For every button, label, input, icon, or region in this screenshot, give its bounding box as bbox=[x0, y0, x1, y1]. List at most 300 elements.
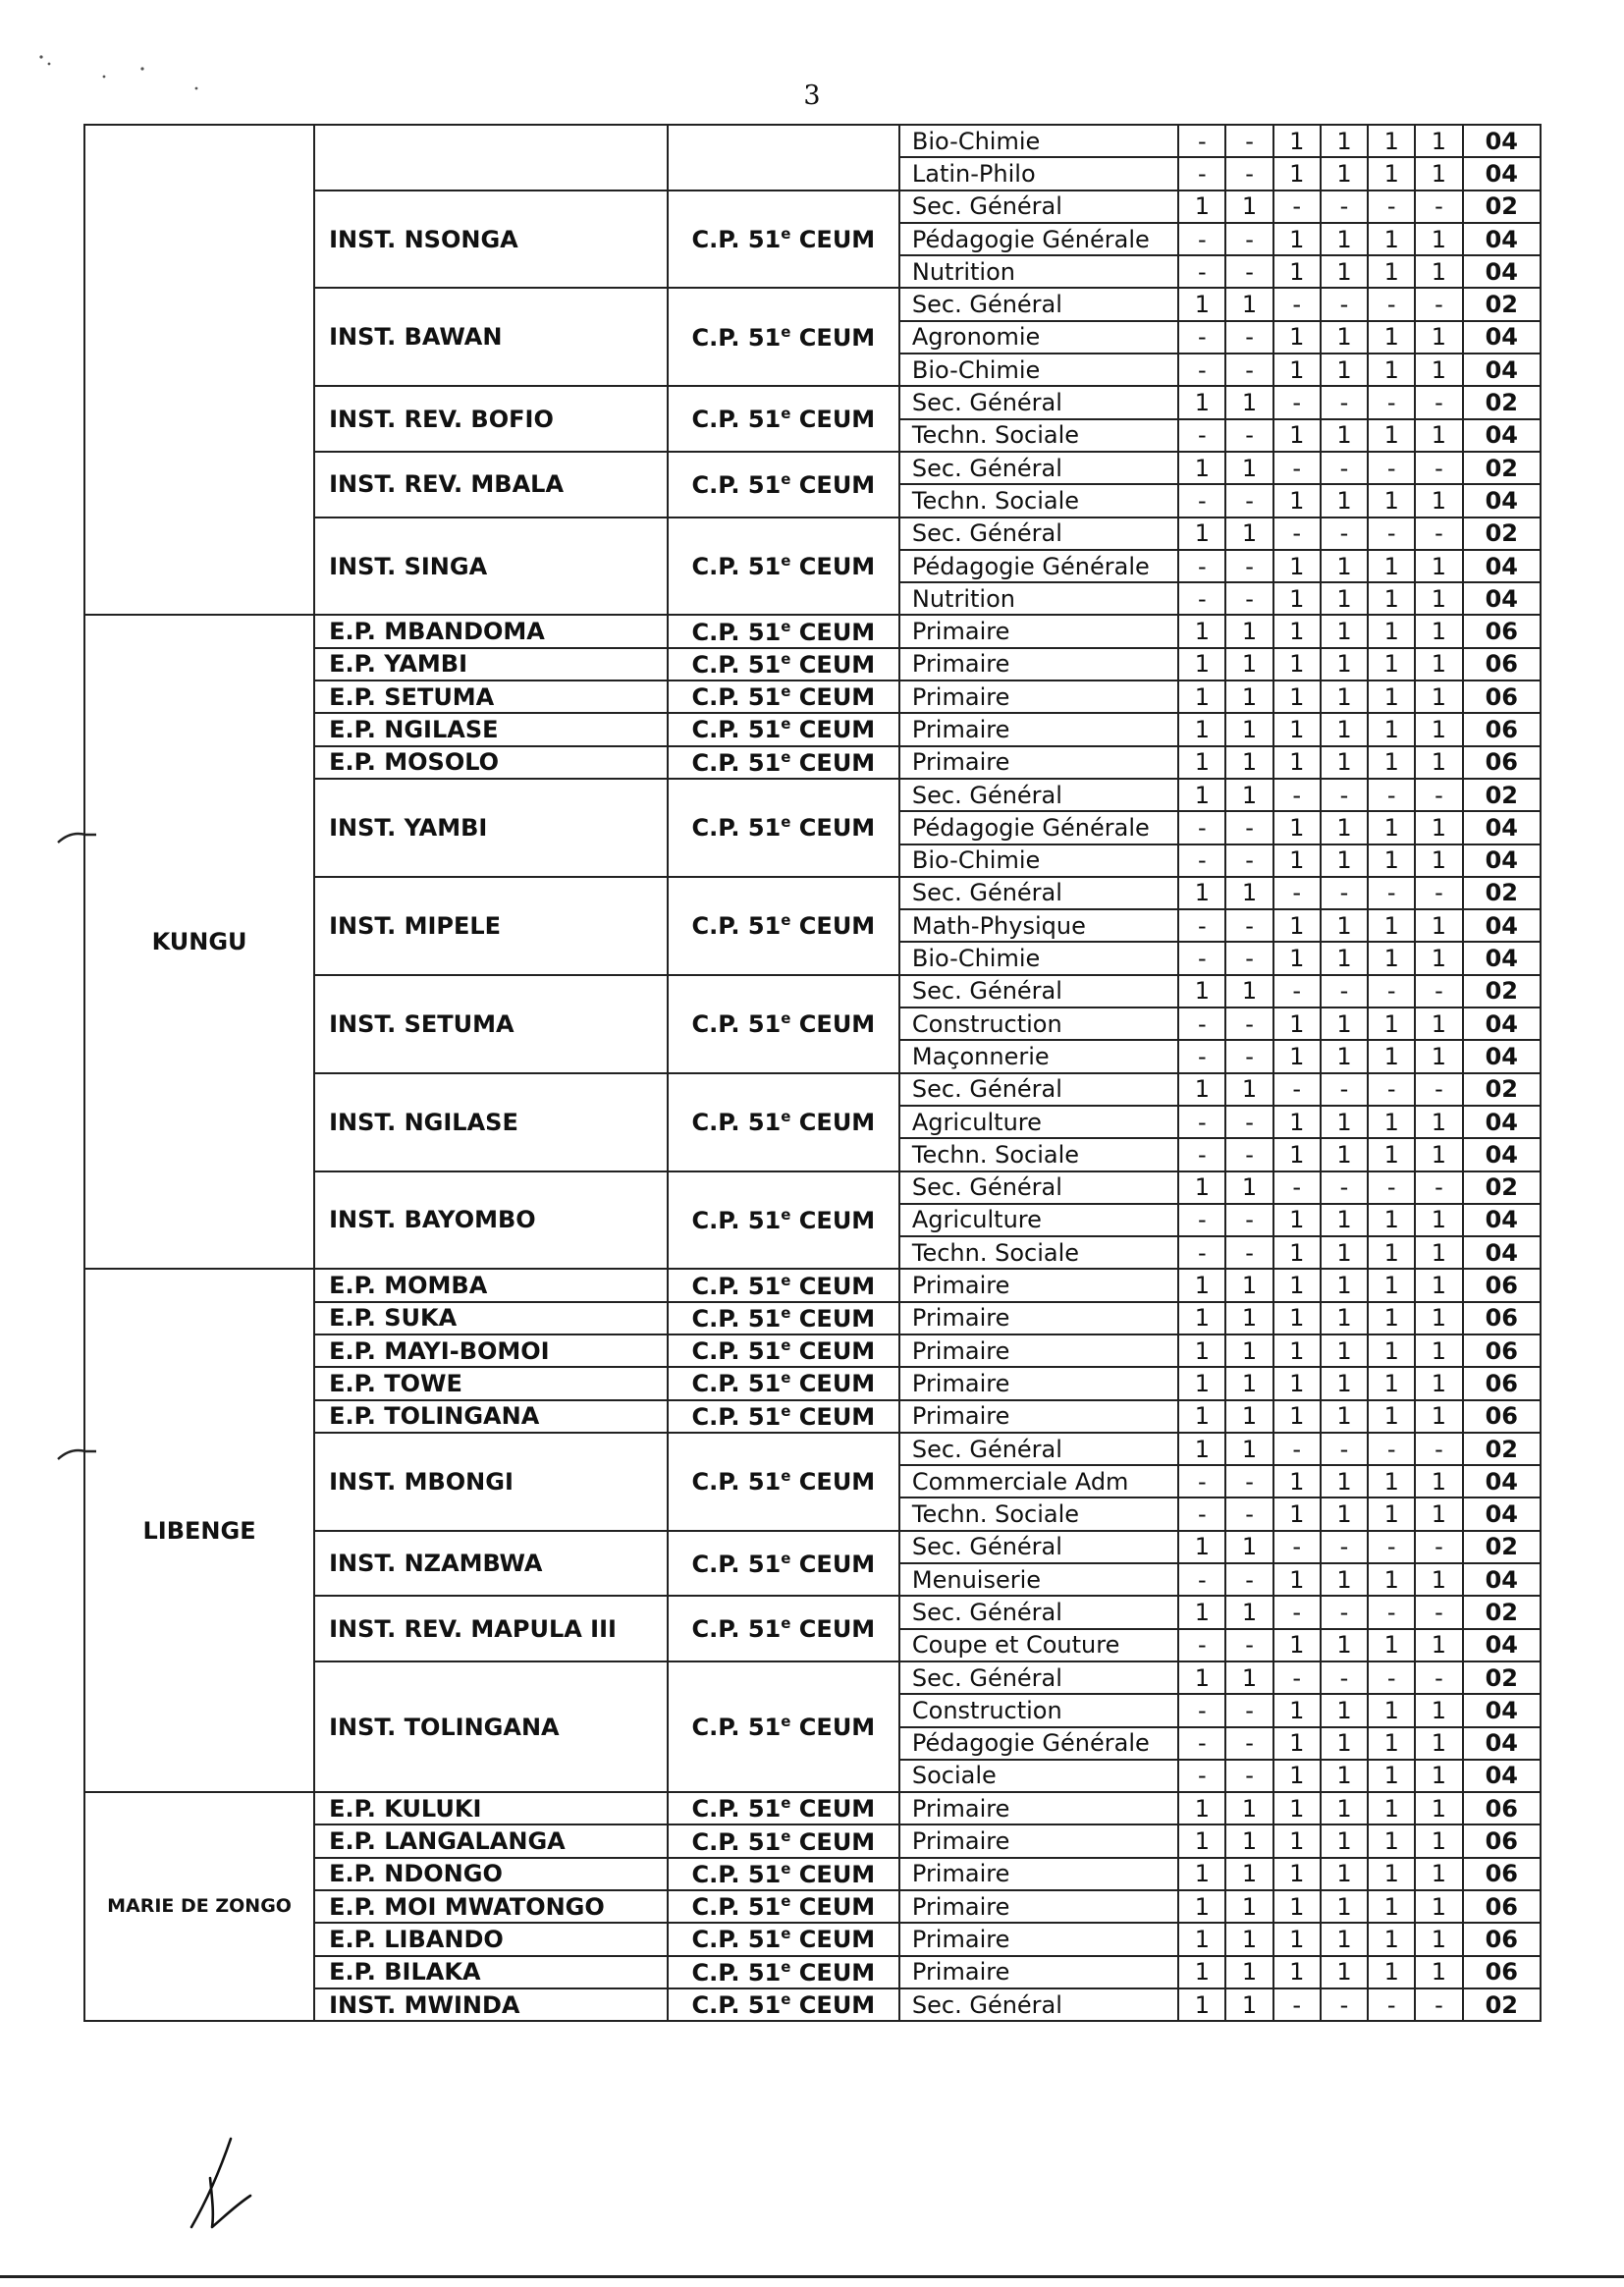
option-cell: Agronomie bbox=[899, 321, 1178, 354]
class-count-cell: 1 bbox=[1225, 191, 1272, 223]
class-count-cell: - bbox=[1178, 909, 1225, 942]
class-count-cell: - bbox=[1178, 484, 1225, 517]
class-count-cell: 1 bbox=[1178, 713, 1225, 745]
class-count-cell: 1 bbox=[1415, 582, 1462, 615]
class-count-cell: 1 bbox=[1273, 1334, 1321, 1367]
total-cell: 04 bbox=[1463, 1106, 1541, 1138]
class-count-cell: 1 bbox=[1178, 288, 1225, 320]
class-count-cell: 1 bbox=[1368, 1760, 1415, 1792]
class-count-cell: 1 bbox=[1178, 648, 1225, 681]
total-cell: 04 bbox=[1463, 582, 1541, 615]
class-count-cell: - bbox=[1273, 1596, 1321, 1628]
total-cell: 04 bbox=[1463, 1040, 1541, 1072]
class-count-cell: - bbox=[1273, 1531, 1321, 1563]
total-cell: 04 bbox=[1463, 942, 1541, 974]
school-code-cell: C.P. 51e CEUM bbox=[668, 288, 899, 386]
class-count-cell: 1 bbox=[1368, 1269, 1415, 1301]
school-code-cell: C.P. 51e CEUM bbox=[668, 779, 899, 877]
option-cell: Primaire bbox=[899, 1858, 1178, 1890]
class-count-cell: - bbox=[1178, 321, 1225, 354]
class-count-cell: 1 bbox=[1368, 1629, 1415, 1661]
total-cell: 04 bbox=[1463, 223, 1541, 255]
school-name-cell: E.P. MOMBA bbox=[314, 1269, 668, 1301]
option-cell: Sec. Général bbox=[899, 288, 1178, 320]
class-count-cell: - bbox=[1368, 975, 1415, 1007]
option-cell: Sec. Général bbox=[899, 975, 1178, 1007]
class-count-cell: 1 bbox=[1321, 1106, 1368, 1138]
class-count-cell: 1 bbox=[1415, 1040, 1462, 1072]
class-count-cell: 1 bbox=[1225, 1302, 1272, 1334]
handwritten-initials bbox=[177, 2131, 275, 2239]
class-count-cell: - bbox=[1178, 1563, 1225, 1596]
class-count-cell: 1 bbox=[1178, 1334, 1225, 1367]
class-count-cell: 1 bbox=[1273, 1400, 1321, 1433]
class-count-cell: 1 bbox=[1178, 1400, 1225, 1433]
class-count-cell: - bbox=[1178, 157, 1225, 190]
class-count-cell: 1 bbox=[1415, 1106, 1462, 1138]
option-cell: Sec. Général bbox=[899, 1661, 1178, 1694]
class-count-cell: 1 bbox=[1273, 1727, 1321, 1760]
option-cell: Sec. Général bbox=[899, 1171, 1178, 1204]
class-count-cell: 1 bbox=[1415, 1824, 1462, 1857]
school-code-cell: C.P. 51e CEUM bbox=[668, 615, 899, 647]
option-cell: Sec. Général bbox=[899, 191, 1178, 223]
class-count-cell: 1 bbox=[1273, 811, 1321, 844]
class-count-cell: - bbox=[1415, 1988, 1462, 2021]
class-count-cell: - bbox=[1273, 779, 1321, 811]
class-count-cell: 1 bbox=[1273, 321, 1321, 354]
option-cell: Primaire bbox=[899, 713, 1178, 745]
class-count-cell: 1 bbox=[1273, 1040, 1321, 1072]
class-count-cell: 1 bbox=[1273, 1792, 1321, 1824]
school-name-cell: INST. SINGA bbox=[314, 517, 668, 616]
class-count-cell: 1 bbox=[1225, 1367, 1272, 1399]
class-count-cell: 1 bbox=[1415, 1890, 1462, 1923]
class-count-cell: 1 bbox=[1273, 1465, 1321, 1497]
total-cell: 06 bbox=[1463, 1367, 1541, 1399]
school-code-cell: C.P. 51e CEUM bbox=[668, 1531, 899, 1597]
class-count-cell: - bbox=[1225, 1106, 1272, 1138]
class-count-cell: - bbox=[1321, 1171, 1368, 1204]
class-count-cell: - bbox=[1415, 975, 1462, 1007]
option-cell: Primaire bbox=[899, 1400, 1178, 1433]
class-count-cell: 1 bbox=[1273, 1302, 1321, 1334]
class-count-cell: 1 bbox=[1225, 713, 1272, 745]
class-count-cell: 1 bbox=[1321, 550, 1368, 582]
class-count-cell: 1 bbox=[1273, 1890, 1321, 1923]
class-count-cell: 1 bbox=[1415, 1956, 1462, 1988]
class-count-cell: 1 bbox=[1368, 582, 1415, 615]
total-cell: 02 bbox=[1463, 1171, 1541, 1204]
class-count-cell: - bbox=[1415, 877, 1462, 909]
class-count-cell: 1 bbox=[1178, 1531, 1225, 1563]
total-cell: 06 bbox=[1463, 648, 1541, 681]
class-count-cell: - bbox=[1321, 1988, 1368, 2021]
option-cell: Sec. Général bbox=[899, 1531, 1178, 1563]
class-count-cell: 1 bbox=[1415, 1204, 1462, 1236]
total-cell: 04 bbox=[1463, 484, 1541, 517]
option-cell: Primaire bbox=[899, 1923, 1178, 1955]
total-cell: 06 bbox=[1463, 681, 1541, 713]
option-cell: Maçonnerie bbox=[899, 1040, 1178, 1072]
class-count-cell: 1 bbox=[1321, 321, 1368, 354]
school-code-cell: C.P. 51e CEUM bbox=[668, 1400, 899, 1433]
class-count-cell: - bbox=[1178, 419, 1225, 452]
class-count-cell: - bbox=[1321, 1661, 1368, 1694]
class-count-cell: 1 bbox=[1273, 909, 1321, 942]
class-count-cell: - bbox=[1273, 877, 1321, 909]
option-cell: Sociale bbox=[899, 1760, 1178, 1792]
class-count-cell: - bbox=[1368, 1433, 1415, 1465]
school-code-cell: C.P. 51e CEUM bbox=[668, 1890, 899, 1923]
class-count-cell: - bbox=[1225, 1007, 1272, 1040]
class-count-cell: 1 bbox=[1368, 255, 1415, 288]
class-count-cell: 1 bbox=[1368, 1497, 1415, 1530]
class-count-cell: 1 bbox=[1273, 1497, 1321, 1530]
school-name-cell: E.P. SUKA bbox=[314, 1302, 668, 1334]
class-count-cell: - bbox=[1321, 779, 1368, 811]
class-count-cell: - bbox=[1178, 811, 1225, 844]
class-count-cell: 1 bbox=[1225, 386, 1272, 418]
option-cell: Techn. Sociale bbox=[899, 484, 1178, 517]
class-count-cell: 1 bbox=[1368, 1236, 1415, 1269]
school-code-cell bbox=[668, 125, 899, 191]
class-count-cell: - bbox=[1321, 386, 1368, 418]
class-count-cell: 1 bbox=[1225, 1661, 1272, 1694]
class-count-cell: 1 bbox=[1415, 419, 1462, 452]
total-cell: 04 bbox=[1463, 255, 1541, 288]
class-count-cell: 1 bbox=[1321, 582, 1368, 615]
school-name-cell: INST. NSONGA bbox=[314, 191, 668, 289]
class-count-cell: 1 bbox=[1225, 877, 1272, 909]
total-cell: 04 bbox=[1463, 1138, 1541, 1171]
class-count-cell: 1 bbox=[1321, 1563, 1368, 1596]
class-count-cell: 1 bbox=[1178, 779, 1225, 811]
class-count-cell: - bbox=[1415, 452, 1462, 484]
class-count-cell: 1 bbox=[1273, 157, 1321, 190]
class-count-cell: - bbox=[1225, 1040, 1272, 1072]
class-count-cell: 1 bbox=[1368, 1824, 1415, 1857]
school-code-cell: C.P. 51e CEUM bbox=[668, 1596, 899, 1661]
class-count-cell: 1 bbox=[1321, 1824, 1368, 1857]
total-cell: 02 bbox=[1463, 1433, 1541, 1465]
school-name-cell: INST. BAWAN bbox=[314, 288, 668, 386]
class-count-cell: 1 bbox=[1321, 909, 1368, 942]
option-cell: Sec. Général bbox=[899, 877, 1178, 909]
class-count-cell: 1 bbox=[1368, 1792, 1415, 1824]
school-code-cell: C.P. 51e CEUM bbox=[668, 452, 899, 517]
school-name-cell: E.P. MAYI-BOMOI bbox=[314, 1334, 668, 1367]
total-cell: 04 bbox=[1463, 125, 1541, 157]
total-cell: 06 bbox=[1463, 1956, 1541, 1988]
class-count-cell: 1 bbox=[1273, 648, 1321, 681]
class-count-cell: 1 bbox=[1273, 1106, 1321, 1138]
class-count-cell: - bbox=[1368, 386, 1415, 418]
total-cell: 02 bbox=[1463, 1531, 1541, 1563]
school-name-cell: E.P. LANGALANGA bbox=[314, 1824, 668, 1857]
school-code-cell: C.P. 51e CEUM bbox=[668, 191, 899, 289]
school-name-cell: E.P. TOLINGANA bbox=[314, 1400, 668, 1433]
class-count-cell: - bbox=[1321, 1073, 1368, 1106]
school-code-cell: C.P. 51e CEUM bbox=[668, 877, 899, 975]
class-count-cell: 1 bbox=[1178, 1792, 1225, 1824]
school-code-cell: C.P. 51e CEUM bbox=[668, 1858, 899, 1890]
class-count-cell: 1 bbox=[1368, 1302, 1415, 1334]
class-count-cell: - bbox=[1178, 1138, 1225, 1171]
class-count-cell: - bbox=[1225, 1465, 1272, 1497]
total-cell: 06 bbox=[1463, 1858, 1541, 1890]
class-count-cell: 1 bbox=[1368, 648, 1415, 681]
class-count-cell: 1 bbox=[1415, 1629, 1462, 1661]
class-count-cell: 1 bbox=[1321, 1007, 1368, 1040]
total-cell: 04 bbox=[1463, 550, 1541, 582]
option-cell: Primaire bbox=[899, 1334, 1178, 1367]
school-code-cell: C.P. 51e CEUM bbox=[668, 681, 899, 713]
class-count-cell: 1 bbox=[1368, 1400, 1415, 1433]
school-code-cell: C.P. 51e CEUM bbox=[668, 1073, 899, 1171]
class-count-cell: - bbox=[1273, 1073, 1321, 1106]
school-code-cell: C.P. 51e CEUM bbox=[668, 1171, 899, 1270]
option-cell: Sec. Général bbox=[899, 1433, 1178, 1465]
class-count-cell: 1 bbox=[1368, 1923, 1415, 1955]
class-count-cell: 1 bbox=[1225, 648, 1272, 681]
class-count-cell: - bbox=[1273, 1988, 1321, 2021]
total-cell: 02 bbox=[1463, 288, 1541, 320]
class-count-cell: - bbox=[1415, 288, 1462, 320]
total-cell: 04 bbox=[1463, 1236, 1541, 1269]
total-cell: 06 bbox=[1463, 1792, 1541, 1824]
class-count-cell: 1 bbox=[1321, 354, 1368, 386]
option-cell: Sec. Général bbox=[899, 1988, 1178, 2021]
option-cell: Primaire bbox=[899, 1890, 1178, 1923]
class-count-cell: 1 bbox=[1225, 615, 1272, 647]
class-count-cell: 1 bbox=[1368, 550, 1415, 582]
school-code-cell: C.P. 51e CEUM bbox=[668, 1367, 899, 1399]
school-name-cell: E.P. MBANDOMA bbox=[314, 615, 668, 647]
class-count-cell: - bbox=[1415, 517, 1462, 550]
class-count-cell: - bbox=[1225, 1138, 1272, 1171]
class-count-cell: 1 bbox=[1178, 1302, 1225, 1334]
class-count-cell: 1 bbox=[1273, 223, 1321, 255]
option-cell: Techn. Sociale bbox=[899, 1497, 1178, 1530]
class-count-cell: - bbox=[1178, 255, 1225, 288]
class-count-cell: 1 bbox=[1178, 191, 1225, 223]
class-count-cell: - bbox=[1225, 1563, 1272, 1596]
school-name-cell: INST. SETUMA bbox=[314, 975, 668, 1073]
option-cell: Construction bbox=[899, 1694, 1178, 1726]
class-count-cell: 1 bbox=[1225, 1890, 1272, 1923]
class-count-cell: 1 bbox=[1273, 1204, 1321, 1236]
class-count-cell: 1 bbox=[1178, 975, 1225, 1007]
total-cell: 02 bbox=[1463, 452, 1541, 484]
class-count-cell: 1 bbox=[1178, 1367, 1225, 1399]
class-count-cell: - bbox=[1178, 1694, 1225, 1726]
class-count-cell: 1 bbox=[1415, 746, 1462, 779]
class-count-cell: 1 bbox=[1178, 1073, 1225, 1106]
class-count-cell: 1 bbox=[1273, 125, 1321, 157]
class-count-cell: - bbox=[1178, 1760, 1225, 1792]
class-count-cell: 1 bbox=[1415, 1497, 1462, 1530]
class-count-cell: 1 bbox=[1321, 811, 1368, 844]
class-count-cell: 1 bbox=[1321, 1302, 1368, 1334]
class-count-cell: 1 bbox=[1368, 1007, 1415, 1040]
school-name-cell: E.P. SETUMA bbox=[314, 681, 668, 713]
table-row bbox=[84, 125, 1541, 157]
class-count-cell: 1 bbox=[1178, 517, 1225, 550]
school-code-cell: C.P. 51e CEUM bbox=[668, 1334, 899, 1367]
option-cell: Primaire bbox=[899, 615, 1178, 647]
class-count-cell: 1 bbox=[1321, 1334, 1368, 1367]
class-count-cell: - bbox=[1178, 1465, 1225, 1497]
class-count-cell: 1 bbox=[1415, 550, 1462, 582]
total-cell: 04 bbox=[1463, 1563, 1541, 1596]
class-count-cell: 1 bbox=[1368, 1334, 1415, 1367]
class-count-cell: 1 bbox=[1415, 255, 1462, 288]
option-cell: Primaire bbox=[899, 1269, 1178, 1301]
class-count-cell: 1 bbox=[1273, 354, 1321, 386]
school-code-cell: C.P. 51e CEUM bbox=[668, 1269, 899, 1301]
class-count-cell: - bbox=[1225, 1694, 1272, 1726]
option-cell: Primaire bbox=[899, 746, 1178, 779]
class-count-cell: 1 bbox=[1415, 1465, 1462, 1497]
class-count-cell: 1 bbox=[1415, 1923, 1462, 1955]
class-count-cell: 1 bbox=[1321, 1792, 1368, 1824]
footer-rule bbox=[0, 2275, 1624, 2278]
class-count-cell: 1 bbox=[1273, 1138, 1321, 1171]
total-cell: 02 bbox=[1463, 1661, 1541, 1694]
school-name-cell: INST. NZAMBWA bbox=[314, 1531, 668, 1597]
class-count-cell: - bbox=[1178, 1629, 1225, 1661]
option-cell: Sec. Général bbox=[899, 1073, 1178, 1106]
school-name-cell bbox=[314, 125, 668, 191]
total-cell: 04 bbox=[1463, 909, 1541, 942]
class-count-cell: 1 bbox=[1415, 909, 1462, 942]
total-cell: 04 bbox=[1463, 1497, 1541, 1530]
option-cell: Pédagogie Générale bbox=[899, 550, 1178, 582]
class-count-cell: - bbox=[1321, 1596, 1368, 1628]
class-count-cell: - bbox=[1178, 844, 1225, 877]
school-name-cell: INST. BAYOMBO bbox=[314, 1171, 668, 1270]
option-cell: Pédagogie Générale bbox=[899, 811, 1178, 844]
school-code-cell: C.P. 51e CEUM bbox=[668, 648, 899, 681]
class-count-cell: 1 bbox=[1225, 1400, 1272, 1433]
section-cell bbox=[84, 125, 314, 615]
class-count-cell: 1 bbox=[1225, 1792, 1272, 1824]
class-count-cell: 1 bbox=[1273, 942, 1321, 974]
option-cell: Agriculture bbox=[899, 1204, 1178, 1236]
class-count-cell: 1 bbox=[1178, 1433, 1225, 1465]
class-count-cell: 1 bbox=[1178, 452, 1225, 484]
option-cell: Bio-Chimie bbox=[899, 942, 1178, 974]
class-count-cell: 1 bbox=[1321, 223, 1368, 255]
school-name-cell: INST. REV. MBALA bbox=[314, 452, 668, 517]
class-count-cell: 1 bbox=[1321, 1269, 1368, 1301]
class-count-cell: - bbox=[1273, 386, 1321, 418]
option-cell: Sec. Général bbox=[899, 779, 1178, 811]
school-name-cell: E.P. MOSOLO bbox=[314, 746, 668, 779]
total-cell: 02 bbox=[1463, 1596, 1541, 1628]
class-count-cell: 1 bbox=[1321, 157, 1368, 190]
class-count-cell: 1 bbox=[1273, 746, 1321, 779]
school-code-cell: C.P. 51e CEUM bbox=[668, 1956, 899, 1988]
class-count-cell: 1 bbox=[1415, 648, 1462, 681]
total-cell: 06 bbox=[1463, 1334, 1541, 1367]
class-count-cell: 1 bbox=[1321, 1236, 1368, 1269]
class-count-cell: - bbox=[1178, 1007, 1225, 1040]
class-count-cell: 1 bbox=[1321, 1497, 1368, 1530]
class-count-cell: 1 bbox=[1368, 1563, 1415, 1596]
school-name-cell: INST. MWINDA bbox=[314, 1988, 668, 2021]
class-count-cell: 1 bbox=[1368, 1204, 1415, 1236]
class-count-cell: 1 bbox=[1178, 1858, 1225, 1890]
class-count-cell: - bbox=[1178, 354, 1225, 386]
total-cell: 02 bbox=[1463, 517, 1541, 550]
class-count-cell: 1 bbox=[1225, 1334, 1272, 1367]
class-count-cell: 1 bbox=[1273, 1007, 1321, 1040]
class-count-cell: 1 bbox=[1321, 125, 1368, 157]
school-name-cell: INST. TOLINGANA bbox=[314, 1661, 668, 1792]
class-count-cell: 1 bbox=[1415, 713, 1462, 745]
class-count-cell: 1 bbox=[1368, 1040, 1415, 1072]
class-count-cell: 1 bbox=[1178, 1890, 1225, 1923]
class-count-cell: - bbox=[1321, 191, 1368, 223]
school-code-cell: C.P. 51e CEUM bbox=[668, 1792, 899, 1824]
option-cell: Bio-Chimie bbox=[899, 354, 1178, 386]
class-count-cell: - bbox=[1368, 1596, 1415, 1628]
class-count-cell: - bbox=[1225, 550, 1272, 582]
school-name-cell: E.P. YAMBI bbox=[314, 648, 668, 681]
total-cell: 02 bbox=[1463, 386, 1541, 418]
class-count-cell: 1 bbox=[1321, 942, 1368, 974]
class-count-cell: 1 bbox=[1415, 681, 1462, 713]
class-count-cell: - bbox=[1321, 975, 1368, 1007]
option-cell: Techn. Sociale bbox=[899, 1138, 1178, 1171]
class-count-cell: - bbox=[1225, 1760, 1272, 1792]
class-count-cell: 1 bbox=[1225, 452, 1272, 484]
school-name-cell: E.P. NDONGO bbox=[314, 1858, 668, 1890]
class-count-cell: 1 bbox=[1225, 746, 1272, 779]
class-count-cell: 1 bbox=[1321, 746, 1368, 779]
class-count-cell: 1 bbox=[1178, 1171, 1225, 1204]
class-count-cell: 1 bbox=[1321, 1956, 1368, 1988]
class-count-cell: 1 bbox=[1321, 1138, 1368, 1171]
class-count-cell: 1 bbox=[1321, 1465, 1368, 1497]
class-count-cell: 1 bbox=[1321, 1760, 1368, 1792]
class-count-cell: 1 bbox=[1321, 648, 1368, 681]
class-count-cell: - bbox=[1321, 517, 1368, 550]
class-count-cell: 1 bbox=[1415, 1302, 1462, 1334]
option-cell: Primaire bbox=[899, 1367, 1178, 1399]
class-count-cell: 1 bbox=[1368, 321, 1415, 354]
total-cell: 06 bbox=[1463, 1923, 1541, 1955]
class-count-cell: 1 bbox=[1225, 1824, 1272, 1857]
school-name-cell: INST. MBONGI bbox=[314, 1433, 668, 1531]
option-cell: Primaire bbox=[899, 1302, 1178, 1334]
school-code-cell: C.P. 51e CEUM bbox=[668, 386, 899, 452]
class-count-cell: 1 bbox=[1273, 681, 1321, 713]
school-name-cell: E.P. KULUKI bbox=[314, 1792, 668, 1824]
total-cell: 04 bbox=[1463, 1465, 1541, 1497]
class-count-cell: 1 bbox=[1225, 1531, 1272, 1563]
school-name-cell: INST. YAMBI bbox=[314, 779, 668, 877]
class-count-cell: - bbox=[1178, 550, 1225, 582]
class-count-cell: 1 bbox=[1415, 157, 1462, 190]
class-count-cell: 1 bbox=[1368, 942, 1415, 974]
class-count-cell: - bbox=[1225, 321, 1272, 354]
class-count-cell: 1 bbox=[1415, 223, 1462, 255]
total-cell: 04 bbox=[1463, 1007, 1541, 1040]
class-count-cell: 1 bbox=[1178, 746, 1225, 779]
